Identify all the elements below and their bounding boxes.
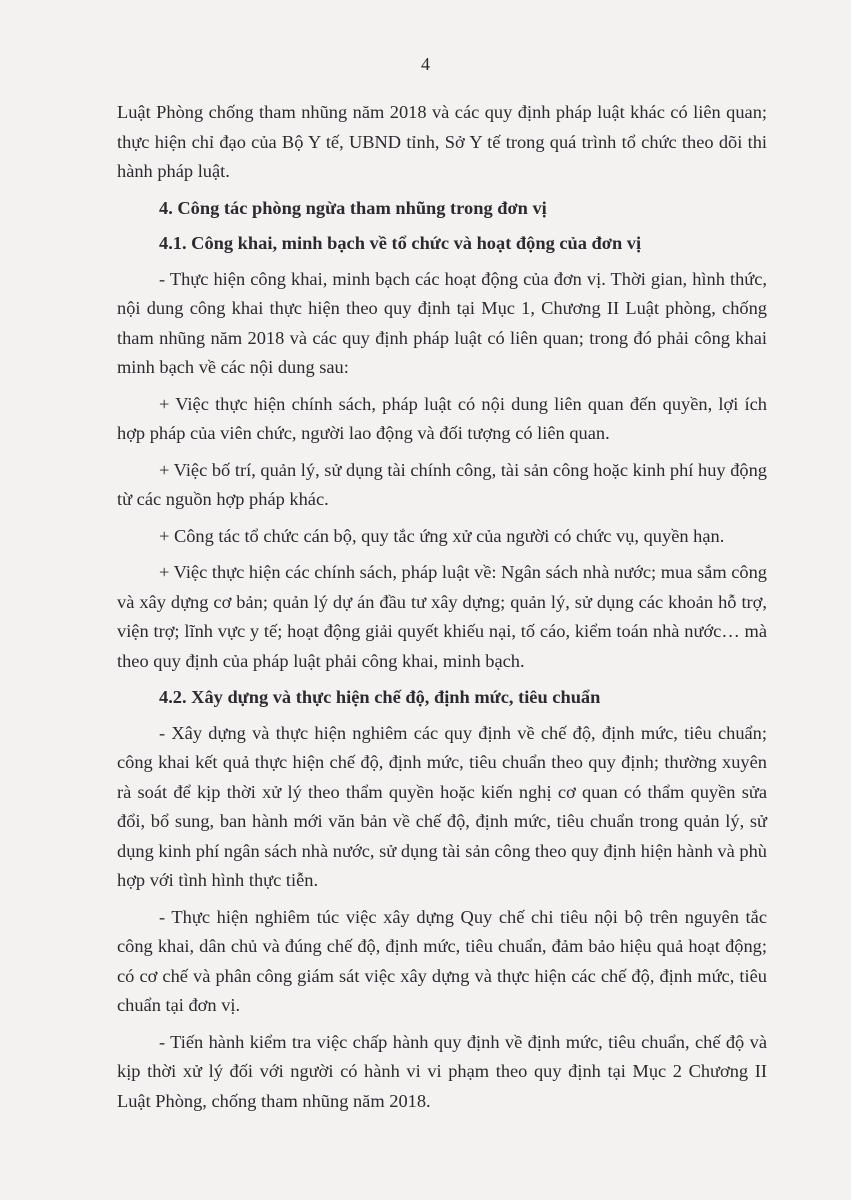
paragraph-intro-continuation: Luật Phòng chống tham nhũng năm 2018 và các quy định pháp luật khác có liên quan; thực hiện chỉ đạo của Bộ Y tế, UBND tỉnh, Sở Y tế trong quá trình tổ chức theo dõi thi hành pháp luật.: [117, 102, 767, 181]
list-item-budget: + Việc thực hiện các chính sách, pháp luật về: Ngân sách nhà nước; mua sắm công và xây dựng cơ bản; quản lý dự án đầu tư xây dựng; quản lý, sử dụng các khoản hỗ trợ, viện trợ; lĩnh vực y tế; hoạt động giải quyết khiếu nại, tố cáo, kiểm toán nhà nước… mà theo quy định của pháp luật phải công khai, minh bạch.: [117, 562, 767, 671]
subsection-heading-4-1: 4.1. Công khai, minh bạch về tổ chức và hoạt động của đơn vị: [159, 233, 642, 253]
paragraph-standards: - Xây dựng và thực hiện nghiêm các quy định về chế độ, định mức, tiêu chuẩn; công khai kết quả thực hiện chế độ, định mức, tiêu chuẩn theo quy định; thường xuyên rà soát để kịp thời xử lý theo thẩm quyền hoặc kiến nghị cơ quan có thẩm quyền sửa đổi, bổ sung, ban hành mới văn bản về chế độ, định mức, tiêu chuẩn trong quản lý, sử dụng kinh phí ngân sách nhà nước, sử dụng tài sản công theo quy định hiện hành và phù hợp với tình hình thực tiễn.: [117, 722, 767, 890]
paragraph-inspection: - Tiến hành kiểm tra việc chấp hành quy định về định mức, tiêu chuẩn, chế độ và kịp thời xử lý đối với người có hành vi vi phạm theo quy định tại Mục 2 Chương II Luật Phòng, chống tham nhũng năm 2018.: [117, 1031, 767, 1111]
page-number: 4: [421, 54, 430, 74]
section-heading-4: 4. Công tác phòng ngừa tham nhũng trong đơn vị: [159, 197, 547, 218]
list-item-finance: + Việc bố trí, quản lý, sử dụng tài chính công, tài sản công hoặc kinh phí huy động từ các nguồn hợp pháp khác.: [117, 459, 767, 509]
list-item-personnel: + Công tác tổ chức cán bộ, quy tắc ứng xử của người có chức vụ, quyền hạn.: [159, 525, 725, 546]
paragraph-transparency: - Thực hiện công khai, minh bạch các hoạt động của đơn vị. Thời gian, hình thức, nội dung công khai thực hiện theo quy định tại Mục 1, Chương II Luật phòng, chống tham nhũng năm 2018 và các quy định pháp luật có liên quan; trong đó phải công khai minh bạch về các nội dung sau:: [117, 268, 767, 377]
document-body: [117, 98, 767, 1123]
list-item-policy: + Việc thực hiện chính sách, pháp luật có nội dung liên quan đến quyền, lợi ích hợp pháp của viên chức, người lao động và đối tượng có liên quan.: [117, 393, 767, 443]
paragraph-internal-spending: - Thực hiện nghiêm túc việc xây dựng Quy chế chi tiêu nội bộ trên nguyên tắc công khai, dân chủ và đúng chế độ, định mức, tiêu chuẩn, đảm bảo hiệu quả hoạt động; có cơ chế và phân công giám sát việc xây dựng và thực hiện các chế độ, định mức, tiêu chuẩn tại đơn vị.: [117, 906, 767, 1015]
subsection-heading-4-2: 4.2. Xây dựng và thực hiện chế độ, định mức, tiêu chuẩn: [159, 687, 601, 707]
